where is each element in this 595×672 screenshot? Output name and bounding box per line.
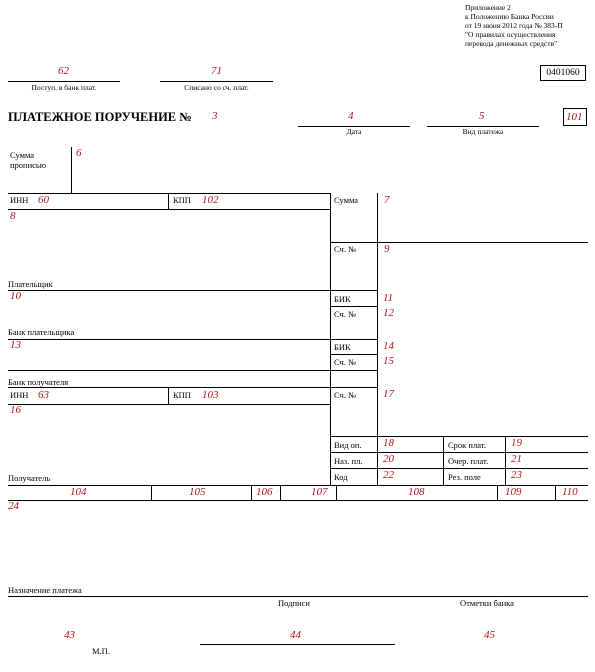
order-label: Очер. плат. bbox=[448, 456, 489, 466]
grid-line bbox=[8, 387, 378, 388]
payer-kpp-label: КПП bbox=[173, 195, 191, 205]
payer-bank-bik-field[interactable]: 11 bbox=[383, 292, 394, 304]
debited-line bbox=[160, 81, 273, 82]
order-field[interactable]: 21 bbox=[511, 453, 522, 465]
payer-inn-field[interactable]: 60 bbox=[38, 194, 49, 206]
signatures-label: Подписи bbox=[278, 598, 310, 608]
appendix-line-3: от 19 июня 2012 года № 383-П bbox=[465, 21, 563, 30]
payee-kpp-field[interactable]: 103 bbox=[202, 389, 219, 401]
grid-line bbox=[8, 290, 378, 291]
payer-account-field[interactable]: 9 bbox=[384, 243, 390, 255]
page-title: ПЛАТЕЖНОЕ ПОРУЧЕНИЕ № bbox=[8, 110, 192, 124]
grid-line bbox=[505, 436, 506, 485]
payer-name-field[interactable]: 8 bbox=[10, 210, 16, 222]
payee-bank-account-label: Сч. № bbox=[334, 357, 357, 367]
amount-words-label-1: Сумма bbox=[10, 150, 35, 160]
grid-line bbox=[497, 485, 498, 500]
tax-field-109[interactable]: 109 bbox=[505, 486, 522, 498]
appendix-line-2: к Положению Банка России bbox=[465, 12, 554, 21]
amount-label: Сумма bbox=[334, 195, 359, 205]
grid-line bbox=[330, 354, 378, 355]
appendix-line-1: Приложение 2 bbox=[465, 3, 511, 12]
payee-kpp-label: КПП bbox=[173, 390, 191, 400]
payer-bank-account-label: Сч. № bbox=[334, 309, 357, 319]
bank-marks-label: Отметки банка bbox=[460, 598, 514, 608]
grid-line bbox=[443, 436, 444, 485]
grid-line bbox=[168, 193, 169, 209]
code-field[interactable]: 22 bbox=[383, 469, 394, 481]
payer-account-label: Сч. № bbox=[334, 244, 357, 254]
amount-field[interactable]: 7 bbox=[384, 194, 390, 206]
grid-line bbox=[330, 306, 378, 307]
reserve-label: Рез. поле bbox=[448, 472, 481, 482]
grid-line bbox=[151, 485, 152, 500]
status-box[interactable] bbox=[563, 108, 587, 126]
op-type-label: Вид оп. bbox=[334, 440, 362, 450]
term-label: Срок плат. bbox=[448, 440, 486, 450]
reserve-field[interactable]: 23 bbox=[511, 469, 522, 481]
payment-purpose-code-field[interactable]: 20 bbox=[383, 453, 394, 465]
payee-account-label: Сч. № bbox=[334, 390, 357, 400]
grid-line bbox=[8, 500, 588, 501]
order-number-field[interactable]: 3 bbox=[212, 110, 218, 122]
payee-bank-bik-field[interactable]: 14 bbox=[383, 340, 394, 352]
grid-line bbox=[330, 468, 588, 469]
grid-line bbox=[8, 339, 378, 340]
payer-bank-bik-label: БИК bbox=[334, 294, 351, 304]
tax-field-108[interactable]: 108 bbox=[408, 486, 425, 498]
payment-type-label: Вид платежа bbox=[462, 127, 504, 136]
payer-inn-label: ИНН bbox=[10, 195, 29, 205]
grid-line bbox=[280, 485, 281, 500]
payee-bank-account-field[interactable]: 15 bbox=[383, 355, 394, 367]
payee-bank-bik-label: БИК bbox=[334, 342, 351, 352]
status-field: 101 bbox=[566, 111, 583, 123]
signature-line bbox=[200, 644, 395, 645]
received-label: Поступ. в банк плат. bbox=[31, 83, 97, 92]
tax-field-105[interactable]: 105 bbox=[189, 486, 206, 498]
payer-bank-account-field[interactable]: 12 bbox=[383, 307, 394, 319]
amount-words-label-2: прописью bbox=[10, 160, 47, 170]
tax-field-106[interactable]: 106 bbox=[256, 486, 273, 498]
grid-line bbox=[330, 452, 588, 453]
date-field[interactable]: 4 bbox=[348, 110, 354, 122]
grid-line bbox=[8, 485, 588, 486]
op-type-field[interactable]: 18 bbox=[383, 437, 394, 449]
amount-words-field[interactable]: 6 bbox=[76, 147, 82, 159]
payee-inn-field[interactable]: 63 bbox=[38, 389, 49, 401]
payee-bank-name-field[interactable]: 13 bbox=[10, 339, 21, 351]
grid-line bbox=[8, 370, 378, 371]
stamp-label: М.П. bbox=[92, 646, 110, 656]
tax-field-110[interactable]: 110 bbox=[562, 486, 578, 498]
debited-date-field[interactable]: 71 bbox=[211, 65, 222, 77]
grid-line bbox=[251, 485, 252, 500]
payee-account-field[interactable]: 17 bbox=[383, 388, 394, 400]
grid-line bbox=[8, 193, 331, 194]
grid-line bbox=[555, 485, 556, 500]
signature-field[interactable]: 44 bbox=[290, 629, 301, 641]
code-label: Код bbox=[334, 472, 348, 482]
amount-words-divider bbox=[71, 147, 72, 193]
payee-label: Получатель bbox=[8, 473, 51, 483]
grid-line bbox=[168, 387, 169, 404]
tax-field-107[interactable]: 107 bbox=[311, 486, 328, 498]
tax-field-104[interactable]: 104 bbox=[70, 486, 87, 498]
payment-type-field[interactable]: 5 bbox=[479, 110, 485, 122]
grid-line bbox=[336, 485, 337, 500]
payment-purpose-code-label: Наз. пл. bbox=[334, 456, 363, 466]
debited-label: Списано со сч. плат. bbox=[184, 83, 249, 92]
received-line bbox=[8, 81, 120, 82]
payee-name-field[interactable]: 16 bbox=[10, 404, 21, 416]
payer-label: Плательщик bbox=[8, 279, 53, 289]
form-code: 0401060 bbox=[546, 68, 580, 78]
bank-mark-field[interactable]: 45 bbox=[484, 629, 495, 641]
term-field[interactable]: 19 bbox=[511, 437, 522, 449]
appendix-line-4: "О правилах осуществления bbox=[465, 30, 556, 39]
payee-inn-label: ИНН bbox=[10, 390, 29, 400]
grid-line bbox=[8, 404, 331, 405]
purpose-label: Назначение платежа bbox=[8, 585, 82, 595]
grid-line bbox=[330, 436, 588, 437]
payer-bank-name-field[interactable]: 10 bbox=[10, 290, 21, 302]
payer-kpp-field[interactable]: 102 bbox=[202, 194, 219, 206]
payee-bank-label: Банк получателя bbox=[8, 377, 69, 387]
date-label: Дата bbox=[346, 127, 362, 136]
grid-line bbox=[8, 209, 331, 210]
stamp-field[interactable]: 43 bbox=[64, 629, 75, 641]
appendix-line-5: перевода денежных средств" bbox=[465, 39, 558, 48]
grid-line bbox=[8, 596, 588, 597]
form-code-box bbox=[540, 65, 586, 81]
purpose-field[interactable]: 24 bbox=[8, 500, 19, 512]
grid-line bbox=[330, 242, 588, 243]
payer-bank-label: Банк плательщика bbox=[8, 327, 75, 337]
received-date-field[interactable]: 62 bbox=[58, 65, 69, 77]
